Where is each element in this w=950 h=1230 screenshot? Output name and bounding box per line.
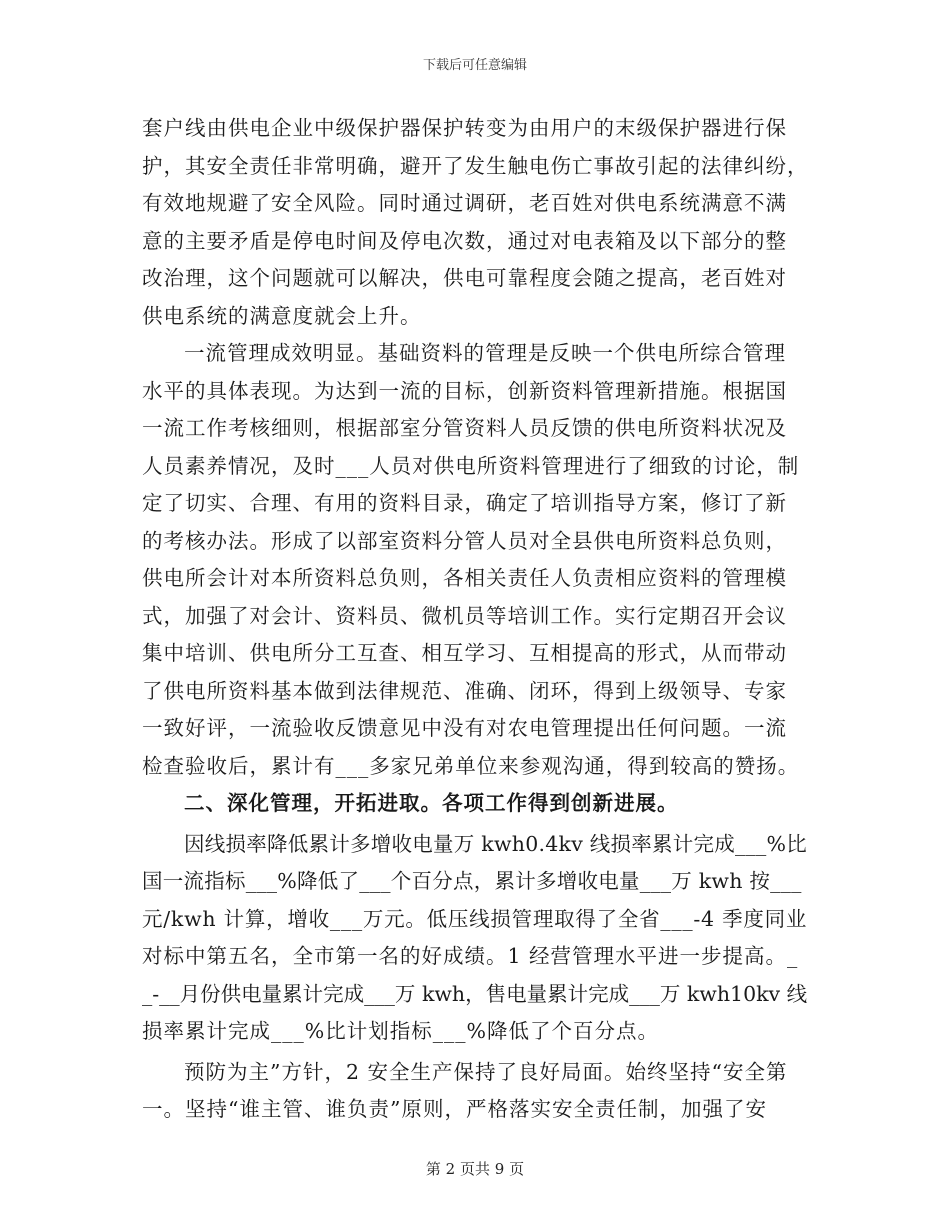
text-line: 二、深化管理，开拓进取。各项工作得到创新进展。: [184, 791, 679, 815]
text-line: 定了切实、合理、有用的资料目录，确定了培训指导方案，修订了新: [142, 491, 787, 515]
text-line: 一流工作考核细则，根据部室分管资料人员反馈的供电所资料状况及: [142, 416, 787, 440]
text-line: 水平的具体表现。为达到一流的目标，创新资料管理新措施。根据国: [142, 378, 787, 403]
text-line: 供电所会计对本所资料总负则，各相关责任人负责相应资料的管理模: [142, 566, 787, 590]
text-line: 国一流指标___%降低了___个百分点，累计多增收电量___万 kwh 按___: [142, 869, 802, 893]
text-line: 的考核办法。形成了以部室资料分管人员对全县供电所资料总负则，: [142, 528, 787, 553]
body-paragraph: [142, 826, 810, 1051]
body-paragraph: [142, 335, 810, 785]
text-line: 一致好评，一流验收反馈意见中没有对农电管理提出任何问题。一流: [142, 716, 787, 740]
text-line: 护，其安全责任非常明确，避开了发生触电伤亡事故引起的法律纠纷，: [142, 153, 809, 178]
text-line: 一流管理成效明显。基础资料的管理是反映一个供电所综合管理: [184, 341, 786, 365]
text-line: 人员素养情况，及时___人员对供电所资料管理进行了细致的讨论，制: [142, 453, 800, 478]
text-line: _-__月份供电量累计完成___万 kwh，售电量累计完成___万 kwh10kv 线: [142, 981, 808, 1006]
text-line: 供电系统的满意度就会上升。: [142, 303, 422, 328]
page-footer: 第 2 页共 9 页: [425, 1160, 525, 1178]
text-line: 有效地规避了安全风险。同时通过调研，老百姓对供电系统满意不满: [142, 191, 787, 215]
text-line: 因线损率降低累计多增收电量万 kwh0.4kv 线损率累计完成___%比: [184, 831, 808, 856]
body-paragraph: [142, 110, 810, 335]
text-line: 元/kwh 计算，增收___万元。低压线损管理取得了全省___-4 季度同业: [142, 906, 808, 931]
section-heading: [142, 785, 810, 823]
document-body: [142, 110, 810, 1129]
text-line: 预防为主”方针，2 安全生产保持了良好局面。始终坚持“安全第: [184, 1059, 788, 1084]
text-line: 意的主要矛盾是停电时间及停电次数，通过对电表箱及以下部分的整: [142, 228, 787, 253]
text-line: 对标中第五名，全市第一名的好成绩。1 经营管理水平进一步提高。_: [142, 944, 799, 968]
text-line: 套户线由供电企业中级保护器保护转变为由用户的末级保护器进行保: [142, 116, 787, 140]
body-paragraph: [142, 1054, 810, 1129]
page-header: 下载后可任意编辑: [422, 58, 527, 73]
text-line: 一。坚持“谁主管、谁负责”原则，严格落实安全责任制，加强了安: [142, 1097, 767, 1121]
text-line: 了供电所资料基本做到法律规范、准确、闭环，得到上级领导、专家: [142, 678, 787, 703]
text-line: 集中培训、供电所分工互查、相互学习、互相提高的形式，从而带动: [142, 641, 787, 665]
text-line: 改治理，这个问题就可以解决，供电可靠程度会随之提高，老百姓对: [142, 266, 787, 290]
text-line: 检查验收后，累计有___多家兄弟单位来参观沟通，得到较高的赞扬。: [142, 753, 800, 778]
text-line: 式，加强了对会计、资料员、微机员等培训工作。实行定期召开会议: [142, 603, 787, 628]
text-line: 损率累计完成___%比计划指标___%降低了个百分点。: [142, 1019, 659, 1043]
